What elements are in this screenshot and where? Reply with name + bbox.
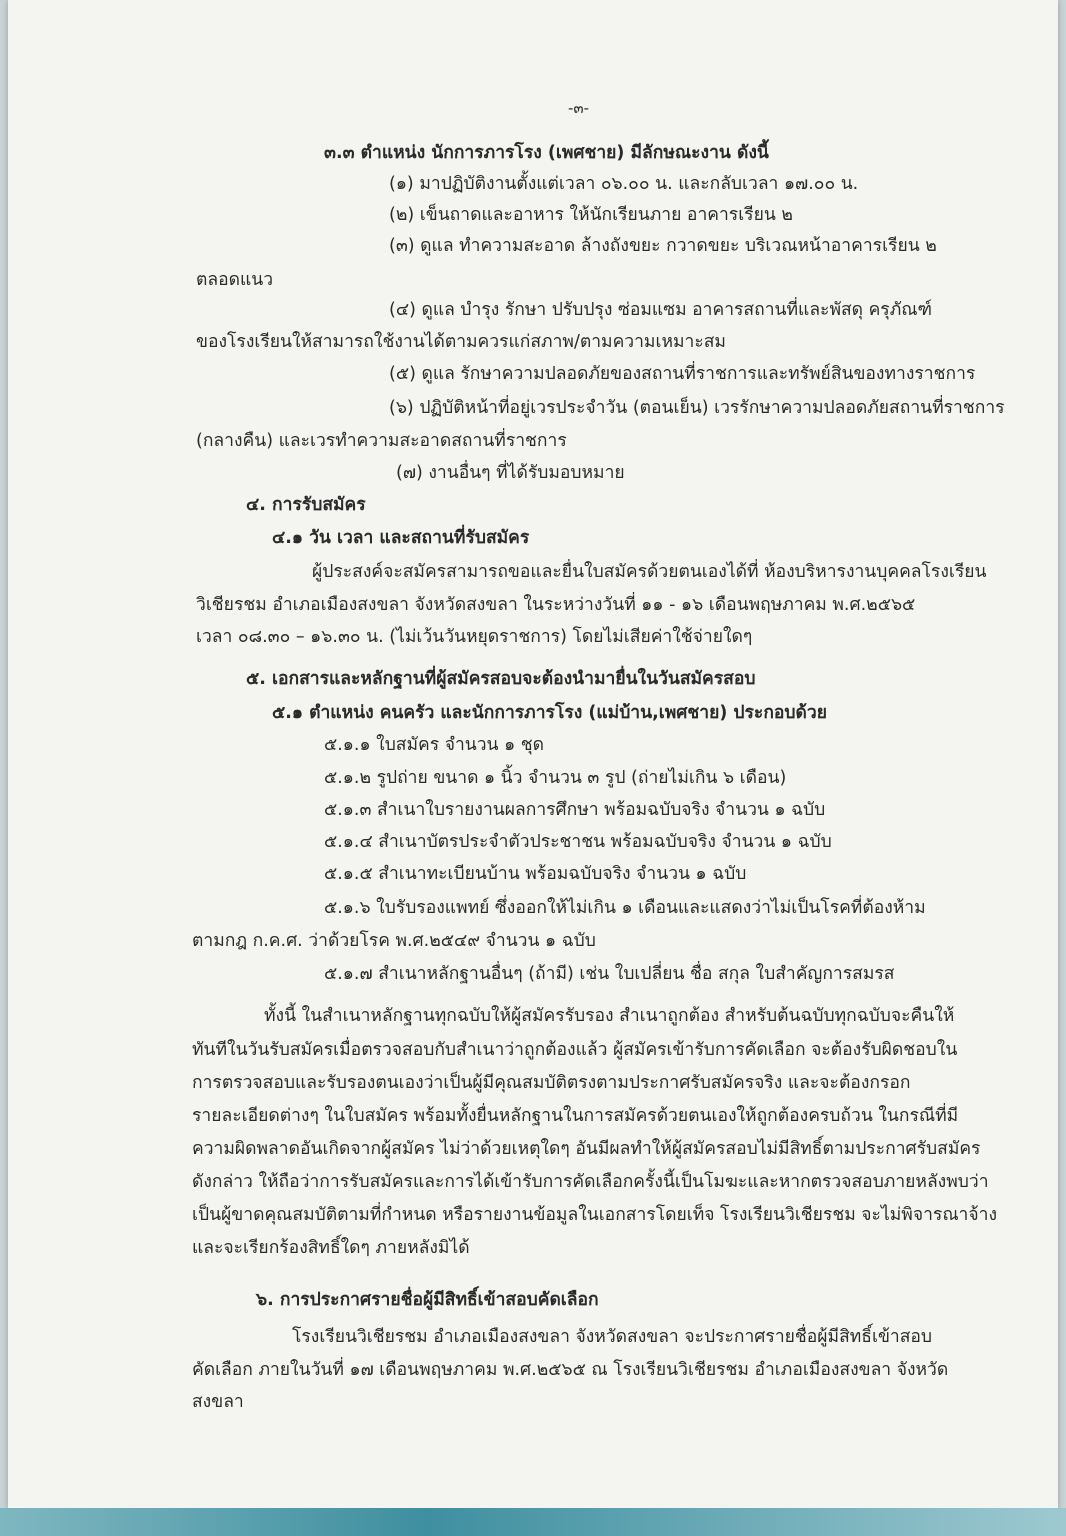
paragraph-line-6: ดังกล่าว ให้ถือว่าการรับสมัครและการได้เข้ารับการคัดเลือกครั้งนี้เป็นโมฆะและหากตรวจสอบภายหลังพบว่า	[192, 1172, 989, 1192]
duty-item-3: (๓) ดูแล ทำความสะอาด ล้างถังขยะ กวาดขยะ บริเวณหน้าอาคารเรียน ๒	[389, 236, 937, 256]
duty-item-7: (๗) งานอื่นๆ ที่ได้รับมอบหมาย	[396, 463, 625, 483]
section-6-title: ๖. การประกาศรายชื่อผู้มีสิทธิ์เข้าสอบคัดเลือก	[256, 1290, 599, 1310]
paragraph-line-4: รายละเอียดต่างๆ ในใบสมัคร พร้อมทั้งยื่นหลักฐานในการสมัครด้วยตนเองให้ถูกต้องครบถ้วน ในกรณีที่มี	[192, 1106, 959, 1126]
section-5-1-title: ๕.๑ ตำแหน่ง คนครัว และนักการภารโรง (แม่บ้าน,เพศชาย) ประกอบด้วย	[272, 703, 827, 723]
section-6-line-1: โรงเรียนวิเชียรชม อำเภอเมืองสงขลา จังหวัดสงขลา จะประกาศรายชื่อผู้มีสิทธิ์เข้าสอบ	[292, 1327, 933, 1347]
doc-item-7: ๕.๑.๗ สำเนาหลักฐานอื่นๆ (ถ้ามี) เช่น ใบเปลี่ยน ชื่อ สกุล ใบสำคัญการสมรส	[324, 964, 895, 984]
paragraph-line-8: และจะเรียกร้องสิทธิ์ใดๆ ภายหลังมิได้	[192, 1238, 470, 1258]
paragraph-line-2: ทันทีในวันรับสมัครเมื่อตรวจสอบกับสำเนาว่าถูกต้องแล้ว ผู้สมัครเข้ารับการคัดเลือก จะต้องรับผิดชอบใน	[192, 1040, 958, 1060]
section-3-3-title: ๓.๓ ตำแหน่ง นักการภารโรง (เพศชาย) มีลักษณะงาน ดังนี้	[324, 143, 769, 163]
section-4-line-1: ผู้ประสงค์จะสมัครสามารถขอและยื่นใบสมัครด้วยตนเองได้ที่ ห้องบริหารงานบุคคลโรงเรียน	[312, 562, 987, 582]
section-6-line-2: คัดเลือก ภายในวันที่ ๑๗ เดือนพฤษภาคม พ.ศ.๒๕๖๕ ณ โรงเรียนวิเชียรชม อำเภอเมืองสงขลา จังหวัด	[192, 1360, 949, 1380]
duty-item-4-cont: ของโรงเรียนให้สามารถใช้งานได้ตามควรแก่สภาพ/ตามความเหมาะสม	[196, 332, 726, 352]
paragraph-line-3: การตรวจสอบและรับรองตนเองว่าเป็นผู้มีคุณสมบัติตรงตามประกาศรับสมัครจริง และจะต้องกรอก	[192, 1073, 911, 1093]
duty-item-6-cont: (กลางคืน) และเวรทำความสะอาดสถานที่ราชการ	[196, 431, 567, 451]
doc-item-1: ๕.๑.๑ ใบสมัคร จำนวน ๑ ชุด	[324, 735, 544, 755]
page-number: -๓-	[568, 99, 590, 117]
paragraph-line-7: เป็นผู้ขาดคุณสมบัติตามที่กำหนด หรือรายงานข้อมูลในเอกสารโดยเท็จ โรงเรียนวิเชียรชม จะไม่พิจารณาจ้าง	[192, 1205, 997, 1225]
section-4-1-title: ๔.๑ วัน เวลา และสถานที่รับสมัคร	[272, 528, 530, 548]
document-page	[8, 0, 1058, 1510]
paragraph-line-1: ทั้งนี้ ในสำเนาหลักฐานทุกฉบับให้ผู้สมัครรับรอง สำเนาถูกต้อง สำหรับต้นฉบับทุกฉบับจะคืนให้	[264, 1006, 955, 1026]
doc-item-6: ๕.๑.๖ ใบรับรองแพทย์ ซึ่งออกให้ไม่เกิน ๑ เดือนและแสดงว่าไม่เป็นโรคที่ต้องห้าม	[324, 898, 926, 918]
duty-item-2: (๒) เข็นถาดและอาหาร ให้นักเรียนภาย อาคารเรียน ๒	[389, 205, 793, 225]
duty-item-6: (๖) ปฏิบัติหน้าที่อยู่เวรประจำวัน (ตอนเย็น) เวรรักษาความปลอดภัยสถานที่ราชการ	[389, 398, 1005, 418]
doc-item-3: ๕.๑.๓ สำเนาใบรายงานผลการศึกษา พร้อมฉบับจริง จำนวน ๑ ฉบับ	[324, 800, 826, 820]
section-4-line-3: เวลา ๐๘.๓๐ – ๑๖.๓๐ น. (ไม่เว้นวันหยุดราชการ) โดยไม่เสียค่าใช้จ่ายใดๆ	[196, 627, 753, 647]
section-6-line-3: สงขลา	[192, 1392, 244, 1412]
doc-item-5: ๕.๑.๕ สำเนาทะเบียนบ้าน พร้อมฉบับจริง จำนวน ๑ ฉบับ	[324, 864, 747, 884]
doc-item-6-cont: ตามกฎ ก.ค.ศ. ว่าด้วยโรค พ.ศ.๒๕๔๙ จำนวน ๑ ฉบับ	[192, 931, 596, 951]
duty-item-4: (๔) ดูแล บำรุง รักษา ปรับปรุง ซ่อมแซม อาคารสถานที่และพัสดุ ครุภัณฑ์	[389, 300, 932, 320]
paragraph-line-5: ความผิดพลาดอันเกิดจากผู้สมัคร ไม่ว่าด้วยเหตุใดๆ อันมีผลทำให้ผู้สมัครสอบไม่มีสิทธิ์ตามประกาศรับสมัคร	[192, 1139, 981, 1159]
duty-item-1: (๑) มาปฏิบัติงานตั้งแต่เวลา ๐๖.๐๐ น. และกลับเวลา ๑๗.๐๐ น.	[389, 174, 859, 194]
doc-item-4: ๕.๑.๔ สำเนาบัตรประจำตัวประชาชน พร้อมฉบับจริง จำนวน ๑ ฉบับ	[324, 832, 832, 852]
section-4-title: ๔. การรับสมัคร	[246, 495, 366, 515]
section-4-line-2: วิเชียรชม อำเภอเมืองสงขลา จังหวัดสงขลา ในระหว่างวันที่ ๑๑ - ๑๖ เดือนพฤษภาคม พ.ศ.๒๕๖๕	[196, 595, 916, 615]
background-surface	[0, 1508, 1066, 1536]
duty-item-5: (๕) ดูแล รักษาความปลอดภัยของสถานที่ราชการและทรัพย์สินของทางราชการ	[389, 364, 976, 384]
section-5-title: ๕. เอกสารและหลักฐานที่ผู้สมัครสอบจะต้องนำมายื่นในวันสมัครสอบ	[246, 669, 756, 689]
doc-item-2: ๕.๑.๒ รูปถ่าย ขนาด ๑ นิ้ว จำนวน ๓ รูป (ถ่ายไม่เกิน ๖ เดือน)	[324, 768, 787, 788]
duty-item-3-cont: ตลอดแนว	[196, 270, 274, 290]
